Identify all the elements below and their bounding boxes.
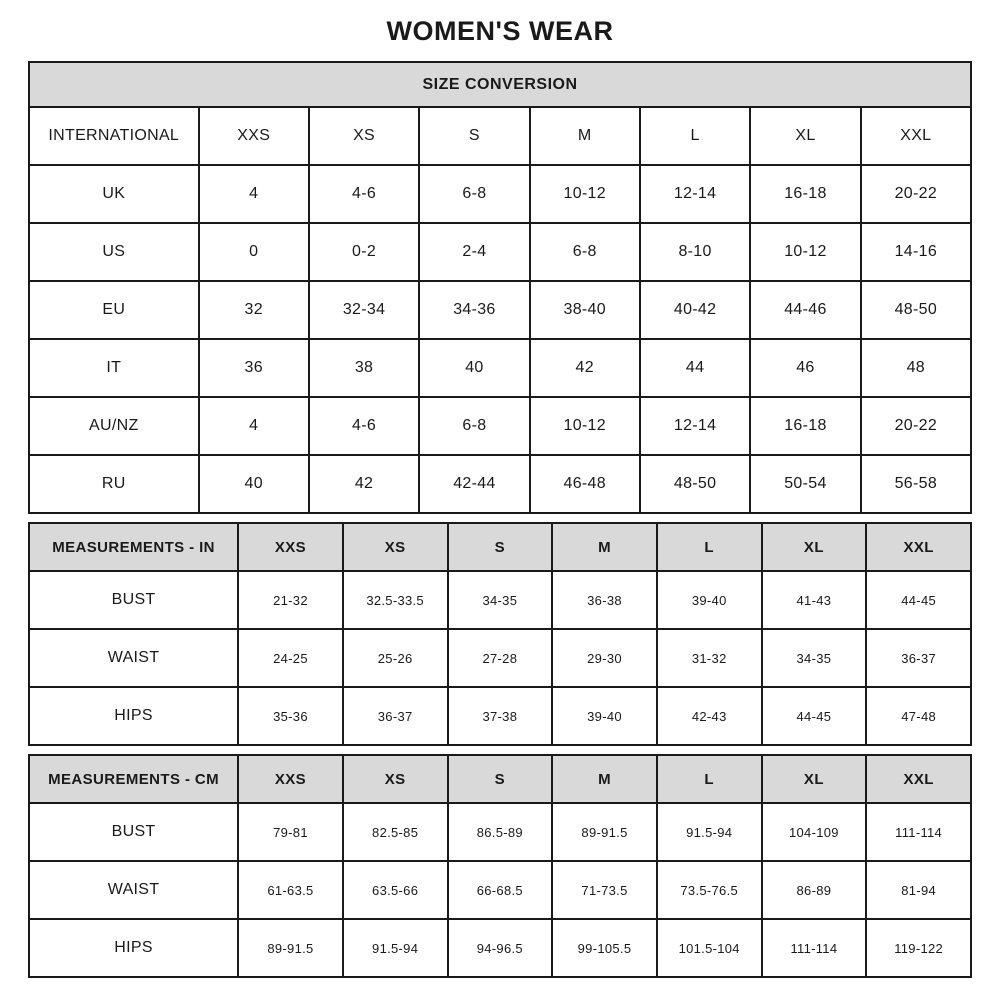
- row-label: BUST: [29, 571, 238, 629]
- measurements-cm-header-row: [29, 755, 971, 803]
- measurements-cm-header: MEASUREMENTS - CM: [29, 755, 238, 803]
- measure-cell: 32.5-33.5: [343, 571, 448, 629]
- row-eu: [29, 281, 971, 339]
- row-waist-in: [29, 629, 971, 687]
- size-cell: XXS: [199, 107, 309, 165]
- size-cell: 0: [199, 223, 309, 281]
- size-cell: 12-14: [640, 397, 750, 455]
- row-uk: [29, 165, 971, 223]
- size-cell: 12-14: [640, 165, 750, 223]
- measure-cell: 89-91.5: [238, 919, 343, 977]
- row-hips-in: [29, 687, 971, 745]
- measure-cell: 44-45: [866, 571, 971, 629]
- measure-cell: 35-36: [238, 687, 343, 745]
- measure-cell: 31-32: [657, 629, 762, 687]
- row-bust-cm: [29, 803, 971, 861]
- size-cell: 40: [419, 339, 529, 397]
- size-cell: 32: [199, 281, 309, 339]
- measure-cell: 47-48: [866, 687, 971, 745]
- size-cell: S: [419, 107, 529, 165]
- row-label: INTERNATIONAL: [29, 107, 199, 165]
- size-cell: 4-6: [309, 165, 419, 223]
- size-cell: 34-36: [419, 281, 529, 339]
- size-header-cell: XXL: [866, 523, 971, 571]
- row-hips-cm: [29, 919, 971, 977]
- measure-cell: 27-28: [448, 629, 553, 687]
- measure-cell: 73.5-76.5: [657, 861, 762, 919]
- size-cell: 46-48: [530, 455, 640, 513]
- measure-cell: 79-81: [238, 803, 343, 861]
- size-cell: 6-8: [530, 223, 640, 281]
- size-cell: 16-18: [750, 165, 860, 223]
- size-header-cell: L: [657, 523, 762, 571]
- size-cell: 42: [309, 455, 419, 513]
- measure-cell: 36-37: [343, 687, 448, 745]
- measure-cell: 86.5-89: [448, 803, 553, 861]
- row-label: BUST: [29, 803, 238, 861]
- size-header-cell: S: [448, 523, 553, 571]
- size-cell: XS: [309, 107, 419, 165]
- row-label: EU: [29, 281, 199, 339]
- row-label: WAIST: [29, 629, 238, 687]
- size-cell: 10-12: [750, 223, 860, 281]
- size-header-cell: XXS: [238, 755, 343, 803]
- measure-cell: 82.5-85: [343, 803, 448, 861]
- measure-cell: 44-45: [762, 687, 867, 745]
- measure-cell: 21-32: [238, 571, 343, 629]
- row-label: WAIST: [29, 861, 238, 919]
- measure-cell: 39-40: [657, 571, 762, 629]
- size-cell: L: [640, 107, 750, 165]
- size-cell: 6-8: [419, 165, 529, 223]
- size-cell: 2-4: [419, 223, 529, 281]
- size-cell: 6-8: [419, 397, 529, 455]
- measure-cell: 91.5-94: [657, 803, 762, 861]
- row-aunz: [29, 397, 971, 455]
- measurements-in-header-row: [29, 523, 971, 571]
- measure-cell: 29-30: [552, 629, 657, 687]
- measurements-in-table: [28, 522, 972, 746]
- size-cell: 0-2: [309, 223, 419, 281]
- row-label: US: [29, 223, 199, 281]
- size-cell: M: [530, 107, 640, 165]
- measure-cell: 86-89: [762, 861, 867, 919]
- measure-cell: 71-73.5: [552, 861, 657, 919]
- size-cell: 4: [199, 165, 309, 223]
- size-header-cell: XS: [343, 755, 448, 803]
- measure-cell: 101.5-104: [657, 919, 762, 977]
- size-cell: 48-50: [861, 281, 971, 339]
- measurements-in-header: MEASUREMENTS - IN: [29, 523, 238, 571]
- size-header-cell: S: [448, 755, 553, 803]
- size-header-cell: XL: [762, 755, 867, 803]
- size-header-cell: XS: [343, 523, 448, 571]
- size-cell: 8-10: [640, 223, 750, 281]
- size-cell: 56-58: [861, 455, 971, 513]
- size-header-cell: XL: [762, 523, 867, 571]
- row-label: IT: [29, 339, 199, 397]
- measure-cell: 94-96.5: [448, 919, 553, 977]
- measure-cell: 91.5-94: [343, 919, 448, 977]
- row-international: [29, 107, 971, 165]
- size-cell: 4-6: [309, 397, 419, 455]
- measure-cell: 36-38: [552, 571, 657, 629]
- measure-cell: 111-114: [762, 919, 867, 977]
- measure-cell: 104-109: [762, 803, 867, 861]
- size-header-cell: M: [552, 523, 657, 571]
- size-header-cell: XXS: [238, 523, 343, 571]
- size-cell: 20-22: [861, 397, 971, 455]
- size-conversion-header: SIZE CONVERSION: [29, 62, 971, 107]
- measure-cell: 37-38: [448, 687, 553, 745]
- measure-cell: 66-68.5: [448, 861, 553, 919]
- row-it: [29, 339, 971, 397]
- measure-cell: 42-43: [657, 687, 762, 745]
- row-bust-in: [29, 571, 971, 629]
- measure-cell: 89-91.5: [552, 803, 657, 861]
- size-cell: XL: [750, 107, 860, 165]
- size-conversion-table: [28, 61, 972, 514]
- size-cell: 10-12: [530, 165, 640, 223]
- table-row: [29, 62, 971, 107]
- size-cell: 40: [199, 455, 309, 513]
- size-cell: 46: [750, 339, 860, 397]
- size-cell: 16-18: [750, 397, 860, 455]
- page-title: WOMEN'S WEAR: [386, 16, 614, 46]
- size-cell: 38-40: [530, 281, 640, 339]
- measure-cell: 34-35: [762, 629, 867, 687]
- row-label: AU/NZ: [29, 397, 199, 455]
- size-cell: 4: [199, 397, 309, 455]
- measure-cell: 99-105.5: [552, 919, 657, 977]
- measure-cell: 63.5-66: [343, 861, 448, 919]
- size-cell: 40-42: [640, 281, 750, 339]
- size-cell: 38: [309, 339, 419, 397]
- row-ru: [29, 455, 971, 513]
- measure-cell: 41-43: [762, 571, 867, 629]
- size-cell: 20-22: [861, 165, 971, 223]
- size-cell: 10-12: [530, 397, 640, 455]
- measure-cell: 111-114: [866, 803, 971, 861]
- row-label: HIPS: [29, 919, 238, 977]
- measure-cell: 81-94: [866, 861, 971, 919]
- size-cell: 14-16: [861, 223, 971, 281]
- row-label: HIPS: [29, 687, 238, 745]
- size-cell: 44-46: [750, 281, 860, 339]
- measure-cell: 24-25: [238, 629, 343, 687]
- size-cell: 42-44: [419, 455, 529, 513]
- size-cell: 50-54: [750, 455, 860, 513]
- row-us: [29, 223, 971, 281]
- measure-cell: 39-40: [552, 687, 657, 745]
- size-cell: 32-34: [309, 281, 419, 339]
- measure-cell: 25-26: [343, 629, 448, 687]
- size-header-cell: M: [552, 755, 657, 803]
- measurements-cm-table: [28, 754, 972, 978]
- size-header-cell: L: [657, 755, 762, 803]
- size-cell: 44: [640, 339, 750, 397]
- size-cell: 48: [861, 339, 971, 397]
- row-waist-cm: [29, 861, 971, 919]
- row-label: UK: [29, 165, 199, 223]
- size-cell: 48-50: [640, 455, 750, 513]
- size-cell: 36: [199, 339, 309, 397]
- size-header-cell: XXL: [866, 755, 971, 803]
- measure-cell: 61-63.5: [238, 861, 343, 919]
- measure-cell: 36-37: [866, 629, 971, 687]
- row-label: RU: [29, 455, 199, 513]
- size-cell: 42: [530, 339, 640, 397]
- measure-cell: 119-122: [866, 919, 971, 977]
- measure-cell: 34-35: [448, 571, 553, 629]
- size-cell: XXL: [861, 107, 971, 165]
